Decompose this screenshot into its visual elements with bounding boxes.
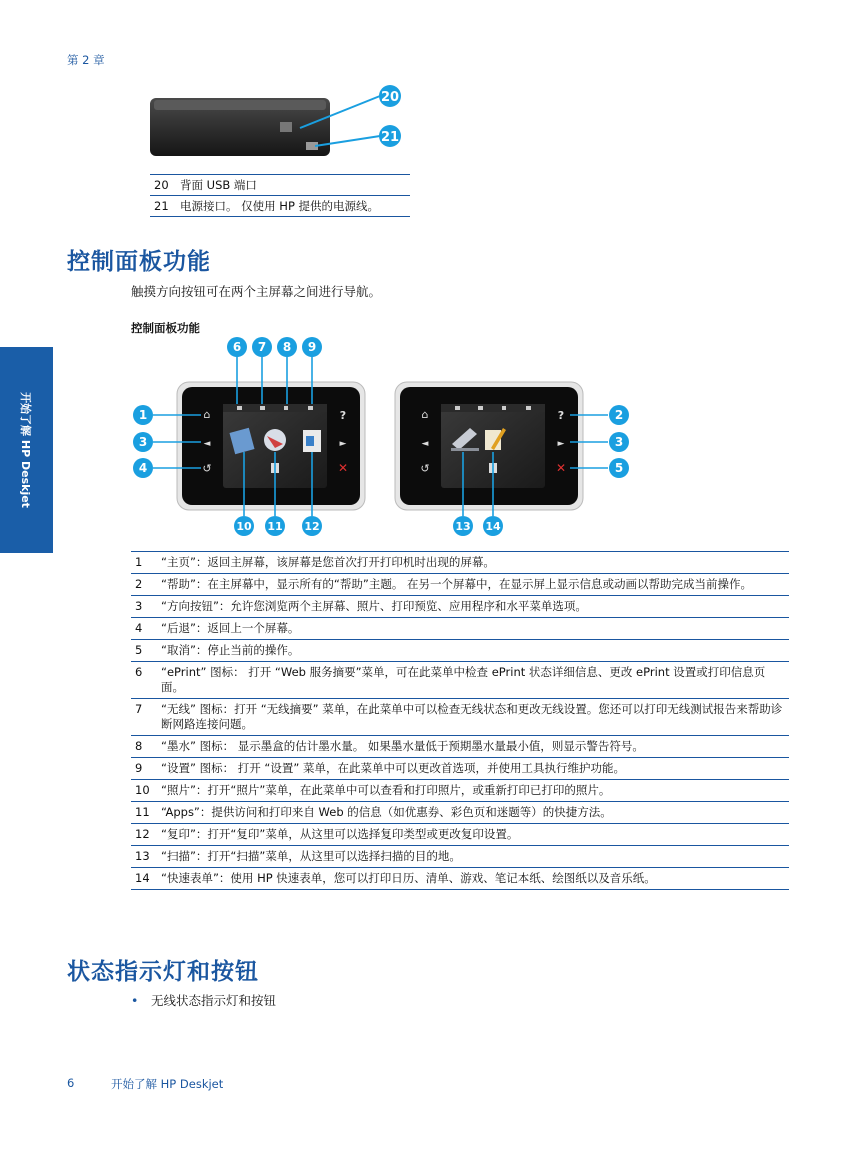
row-number: 9: [131, 758, 157, 780]
callout-14: 14: [485, 520, 501, 533]
row-number: 10: [131, 780, 157, 802]
callout-7: 7: [257, 340, 267, 354]
callout-10: 10: [236, 520, 252, 533]
section-title-status-lights: 状态指示灯和按钮: [67, 959, 259, 985]
section-title-control-panel: 控制面板功能: [67, 249, 211, 275]
usb-port: [280, 122, 292, 132]
table-row: 20 背面 USB 端口: [150, 175, 410, 196]
svg-text:⌂: ⌂: [203, 408, 211, 421]
callout-2: 2: [614, 408, 624, 422]
callout-12: 12: [304, 520, 320, 533]
row-number: 13: [131, 846, 157, 868]
chapter-label: 第 2 章: [67, 53, 105, 67]
page-number: 6: [67, 1076, 75, 1090]
callout-8: 8: [282, 340, 292, 354]
row-number: 14: [131, 868, 157, 890]
row-description: “后退”：返回上一个屏幕。: [157, 618, 789, 640]
table-row: [131, 640, 789, 662]
svg-text:20: 20: [380, 90, 400, 105]
table-row: [131, 780, 789, 802]
table-row: [131, 596, 789, 618]
row-description: “无线” 图标：打开 “无线摘要” 菜单，在此菜单中可以检查无线状态和更改无线设置。您还可以打印无线测试报告来帮助诊断网路连接问题。: [157, 699, 789, 736]
callout-3: 3: [138, 435, 148, 449]
table-row: [131, 662, 789, 699]
callout-11: 11: [267, 520, 283, 533]
control-panel-figure: [125, 336, 645, 542]
row-description: “扫描”：打开“扫描”菜单，从这里可以选择扫描的目的地。: [157, 846, 789, 868]
table-row: [131, 824, 789, 846]
callout-3b: 3: [614, 435, 624, 449]
table-row: [131, 552, 789, 574]
table-row: [131, 802, 789, 824]
row-description: “方向按钮”：允许您浏览两个主屏幕、照片、打印预览、应用程序和水平菜单选项。: [157, 596, 789, 618]
row-description: “主页”：返回主屏幕，该屏幕是您首次打开打印机时出现的屏幕。: [157, 552, 789, 574]
row-description: “取消”：停止当前的操作。: [157, 640, 789, 662]
svg-text:◄: ◄: [203, 439, 211, 449]
svg-text:↺: ↺: [202, 462, 212, 475]
row-description: “墨水” 图标： 显示墨盒的估计墨水量。 如果墨水量低于预期墨水量最小值，则显示警告符号。: [157, 736, 789, 758]
row-number: 6: [131, 662, 157, 699]
row-number: 1: [131, 552, 157, 574]
svg-text:?: ?: [557, 409, 565, 422]
table-row: [131, 699, 789, 736]
row-description: “照片”：打开“照片”菜单，在此菜单中可以查看和打印照片，或重新打印已打印的照片。: [157, 780, 789, 802]
table-row: 21 电源接口。 仅使用 HP 提供的电源线。: [150, 196, 410, 217]
row-number: 7: [131, 699, 157, 736]
row-number: 3: [131, 596, 157, 618]
svg-text:21: 21: [380, 130, 400, 145]
row-description: “快速表单”：使用 HP 快速表单，您可以打印日历、清单、游戏、笔记本纸、绘图纸以及音乐纸。: [157, 868, 789, 890]
table-row: [131, 846, 789, 868]
table-row: [131, 868, 789, 890]
svg-text:⌂: ⌂: [421, 408, 429, 421]
callout-4: 4: [138, 461, 148, 475]
callout-9: 9: [307, 340, 317, 354]
callout-13: 13: [455, 520, 471, 533]
svg-text:◄: ◄: [421, 439, 429, 449]
svg-text:►: ►: [557, 439, 565, 449]
table-row: [131, 618, 789, 640]
row-description: “ePrint” 图标： 打开 “Web 服务摘要”菜单，可在此菜单中检查 ePrint 状态详细信息、更改 ePrint 设置或打印信息页面。: [157, 662, 789, 699]
row-description: “Apps”：提供访问和打印来自 Web 的信息（如优惠券、彩色页和迷题等）的快捷方法。: [157, 802, 789, 824]
intro-text: 触摸方向按钮可在两个主屏幕之间进行导航。: [131, 284, 382, 299]
figure-caption: 控制面板功能: [131, 321, 200, 335]
row-number: 8: [131, 736, 157, 758]
printer-back-figure: [140, 80, 420, 170]
bullet-item: [131, 991, 276, 1009]
svg-text:✕: ✕: [337, 461, 349, 475]
features-table: [131, 551, 789, 890]
bullet-text: 无线状态指示灯和按钮: [151, 993, 277, 1008]
footer-text: 开始了解 HP Deskjet: [111, 1077, 224, 1091]
callout-6: 6: [232, 340, 242, 354]
row-description: “设置” 图标： 打开 “设置” 菜单，在此菜单中可以更改首选项，并使用工具执行维护功能。: [157, 758, 789, 780]
table-row: [131, 758, 789, 780]
svg-text:↺: ↺: [420, 462, 430, 475]
row-description: “复印”：打开“复印”菜单，从这里可以选择复印类型或更改复印设置。: [157, 824, 789, 846]
svg-text:?: ?: [339, 409, 347, 422]
row-number: 4: [131, 618, 157, 640]
table-row: [131, 574, 789, 596]
row-number: 11: [131, 802, 157, 824]
row-number: 5: [131, 640, 157, 662]
row-description: “帮助”：在主屏幕中，显示所有的“帮助”主题。 在另一个屏幕中，在显示屏上显示信息或动画以帮助完成当前操作。: [157, 574, 789, 596]
table-row: [131, 736, 789, 758]
svg-text:✕: ✕: [555, 461, 567, 475]
svg-text:►: ►: [339, 439, 347, 449]
bullet-icon: •: [131, 993, 139, 1008]
row-number: 12: [131, 824, 157, 846]
side-tab: [0, 347, 53, 553]
side-tab-label: 开始了解 HP Deskjet: [19, 392, 32, 508]
callout-1: 1: [138, 408, 148, 422]
row-number: 2: [131, 574, 157, 596]
callout-5: 5: [614, 461, 624, 475]
port-table: [150, 174, 410, 217]
